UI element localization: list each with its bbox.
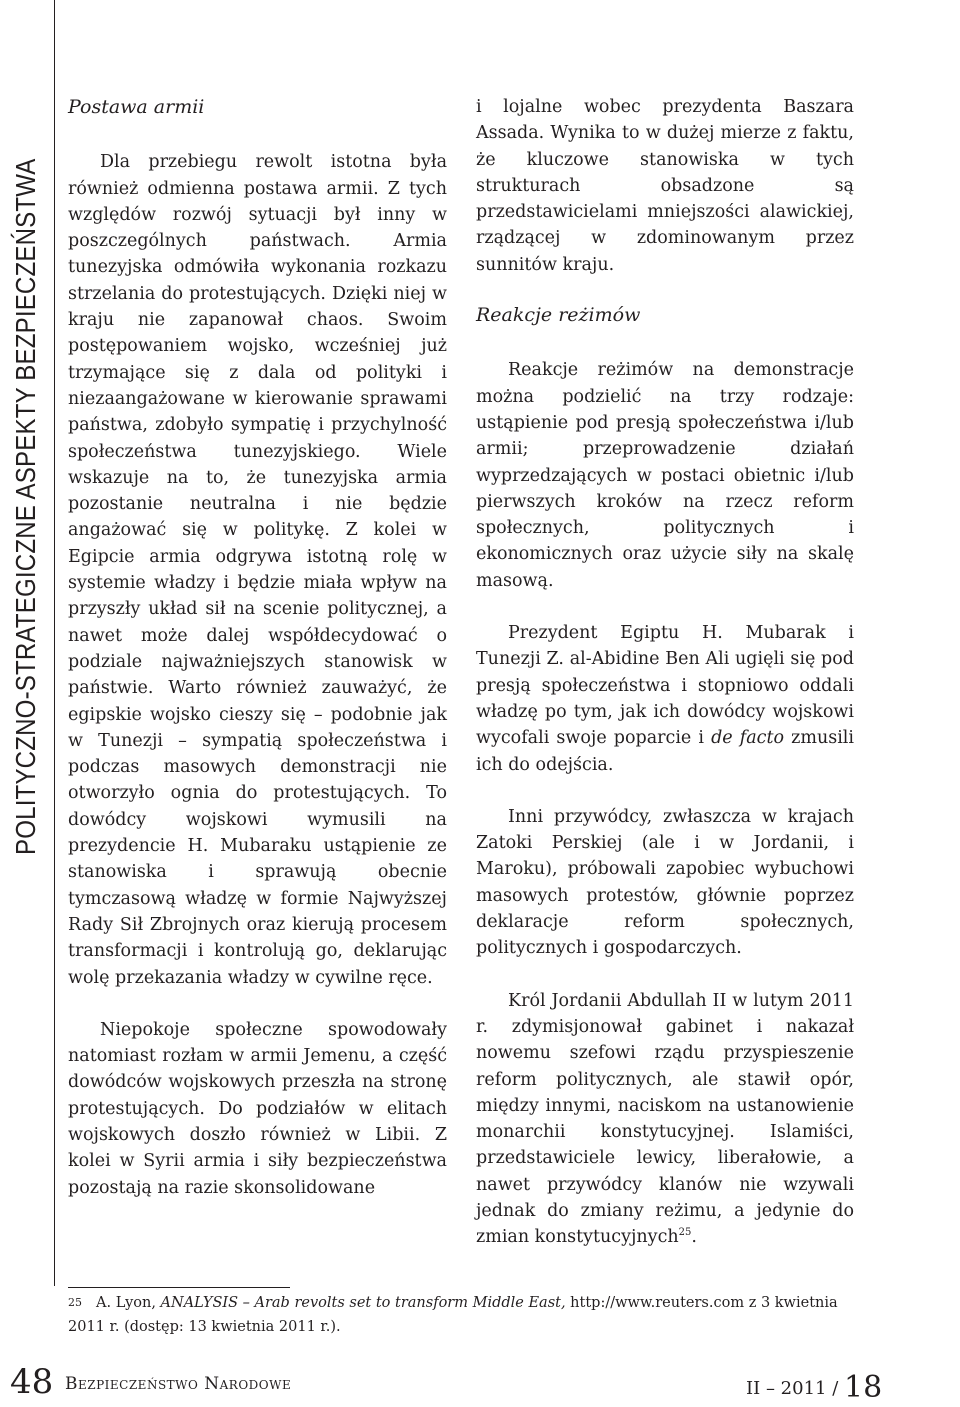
paragraph: Prezydent Egiptu H. Mubarak i Tunezji Z. al-Abidine Ben Ali ugięli się pod presją społeczeństwa i stopniowo oddali władzę po tym, jak ich dowódcy wojskowi wycofali swoje poparcie i de facto zmusili ich do odejścia. [476, 623, 855, 775]
paragraph: Reakcje reżimów na demonstracje można podzielić na trzy rodzaje: ustąpienie pod presją społeczeństwa i/lub armii; przeprowadzenie działań wyprzedzających w postaci obietnic i/lub pierwszych kroków na rzecz reform społecznych, politycznych i ekonomicznych oraz użycie siły na skalę masową. [476, 360, 854, 591]
footnote: $^{25}$ A. Lyon, ANALYSIS – Arab revolts set to transform Middle East, http://www.reuters.com z 3 kwietnia 2011 r. (dostęp: 13 kwietnia 2011 r.). [68, 1295, 838, 1335]
italic-term: de facto [711, 728, 785, 749]
paragraph: Dla przebiegu rewolt istotna była również odmienna postawa armii. Z tych względów rozwój sytuacji był inny w poszczególnych państwach. Armia tunezyjska odmówiła wykonania rozkazu strzelania do protestujących. Dzięki niej w kraju nie zapanował chaos. Swoim postępowaniem wojsko, wcześniej już trzymające się z dala od polityki i niezaangażowane w kierowanie sprawami państwa, zdobyło sympatię i przychylność społeczeństwa tunezyjskiego. Wiele wskazuje na to, że tunezyjska armia pozostanie neutralna i nie będzie angażować się w politykę. Z kolei w Egipcie armia odgrywa istotną rolę w systemie władzy i będzie miała wpływ na przyszły układ sił na scenie politycznej, a nawet może dalej współdecydować o podziale najważniejszych stanowisk w państwie. Warto również zauważyć, że egipskie wojsko cieszy się – podobnie jak w Tunezji – sympatią społeczeństwa i podczas masowych demonstracji nie otworzyło ognia do protestujących. To dowódcy wojskowi wymusili na prezydencie H. Mubaraku ustąpienie ze stanowiska i sprawują obecnie tymczasową władzę w formie Najwyższej Rady Sił Zbrojnych oraz kierują procesem transformacji i kontrolują go, deklarując wolę przekazania władzy w cywilne ręce. [68, 152, 447, 988]
page-number: 48 [10, 1362, 54, 1402]
journal-name: Bezpieczeństwo Narodowe [65, 1374, 292, 1394]
issue-number: 18 [844, 1370, 883, 1405]
paragraph-continued: i lojalne wobec prezydenta Baszara Assada. Wynika to w dużej mierze z faktu, że kluczowe stanowiska w tych strukturach obsadzone są przedstawicielami mniejszości alawickiej, rządzącej w zdominowanym przez sunnitów kraju. [476, 97, 854, 275]
section-heading-regimes: Reakcje reżimów [476, 304, 641, 327]
footnote-reference[interactable]: 25 [678, 1227, 692, 1239]
footnote-number: 25 [68, 1296, 82, 1309]
right-column [476, 94, 854, 1251]
sidebar [0, 0, 55, 1286]
section-heading-army: Postawa armii [68, 96, 205, 118]
footnote-link[interactable]: http://www.reuters.com z 3 kwietnia 2011 r. (dostęp: 13 kwietnia 2011 r.). [68, 1295, 838, 1335]
left-column [68, 94, 447, 1201]
footnote-title: ANALYSIS – Arab revolts set to transform Middle East, [160, 1295, 566, 1311]
issue-label: II – 2011 / 18 [746, 1370, 883, 1405]
paragraph: Inni przywódcy, zwłaszcza w krajach Zatoki Perskiej (ale i w Jordanii, i Maroku), próbowali zapobiec wybuchowi masowych protestów, głównie poprzez deklaracje reform społecznych, politycznych i gospodarczych. [476, 806, 854, 959]
paragraph: Niepokoje społeczne spowodowały natomiast rozłam w armii Jemenu, a część dowódców wojskowych przeszła na stronę protestujących. Do podziałów w elitach wojskowych doszło również w Libii. Z kolei w Syrii armia i siły bezpieczeństwa pozostają na razie skonsolidowane [68, 1019, 447, 1198]
paragraph: Król Jordanii Abdullah II w lutym 2011 r. zdymisjonował gabinet i nakazał nowemu szefowi rządu przyspieszenie reform politycznych, ale stawił opór, między innymi, naciskom na ustanowienie monarchii konstytucyjnej. Islamiści, przedstawiciele lewicy, liberałowie, a nawet przywódcy klanów nie wzywali jednak do zmiany reżimu, a jedynie do zmian konstytucyjnych$^{25}$. [476, 990, 854, 1248]
footnote-divider [68, 1287, 290, 1288]
section-title: POLITYCZNO-STRATEGICZNE ASPEKTY BEZPIECZEŃSTWA [10, 158, 41, 856]
page-footer [0, 1360, 960, 1407]
